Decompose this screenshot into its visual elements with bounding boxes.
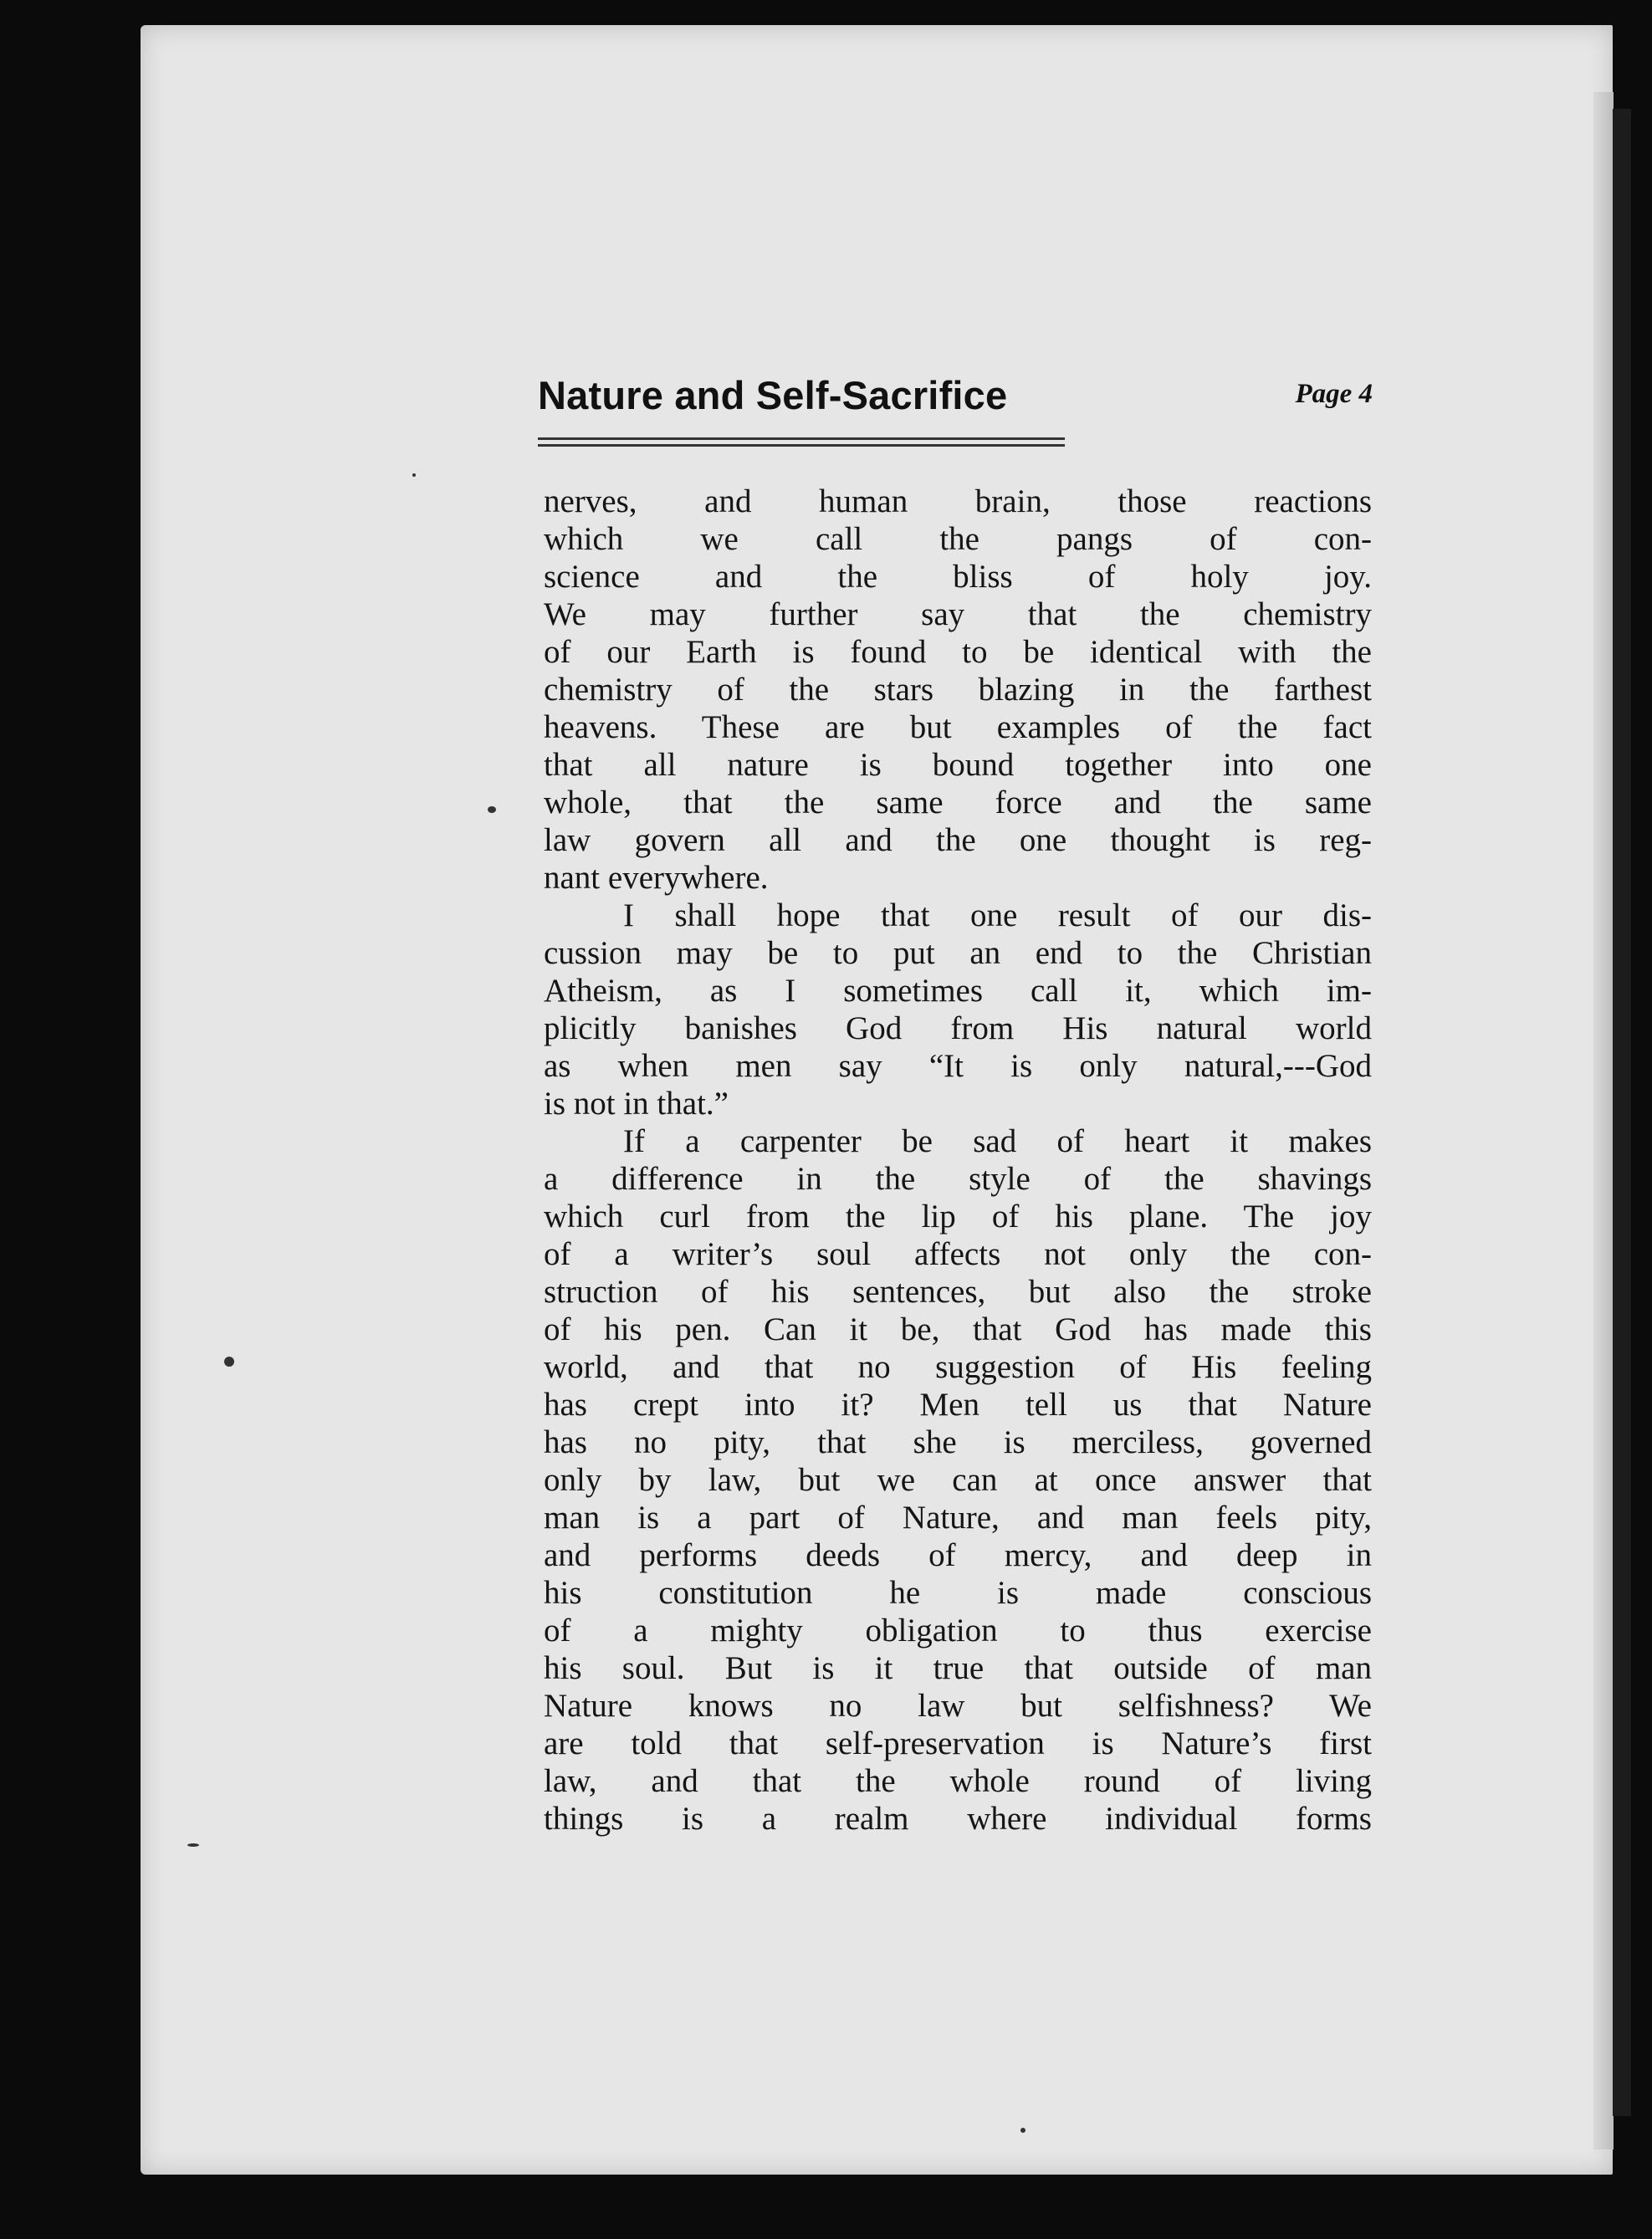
text-line: a difference in the style of the shavings — [544, 1161, 1372, 1197]
text-line: man is a part of Nature, and man feels pity, — [544, 1500, 1372, 1536]
text-line: heavens. These are but examples of the fact — [544, 709, 1372, 745]
text-line: of a writer’s soul affects not only the con- — [544, 1236, 1372, 1272]
scan-speck — [412, 473, 416, 477]
text-line: of his pen. Can it be, that God has made this — [544, 1311, 1372, 1347]
text-line: If a carpenter be sad of heart it makes — [623, 1123, 1372, 1159]
text-line: chemistry of the stars blazing in the farthest — [544, 672, 1372, 708]
scan-speck — [1020, 2128, 1025, 2133]
text-line: struction of his sentences, but also the stroke — [544, 1274, 1372, 1310]
text-line: which curl from the lip of his plane. The joy — [544, 1199, 1372, 1235]
scan-speck — [224, 1357, 234, 1367]
text-line: his soul. But is it true that outside of man — [544, 1650, 1372, 1686]
text-line: We may further say that the chemistry — [544, 596, 1372, 632]
text-line: law govern all and the one thought is reg- — [544, 822, 1372, 858]
header-rule-top — [538, 437, 1065, 440]
body-text — [544, 483, 1372, 1838]
text-line: Atheism, as I sometimes call it, which im- — [544, 973, 1372, 1009]
text-line: plicitly banishes God from His natural world — [544, 1010, 1372, 1046]
text-line: has crept into it? Men tell us that Nature — [544, 1387, 1372, 1423]
text-line: only by law, but we can at once answer that — [544, 1462, 1372, 1498]
header-rule-bottom — [538, 444, 1065, 447]
text-line: law, and that the whole round of living — [544, 1763, 1372, 1799]
text-line: world, and that no suggestion of His feeling — [544, 1349, 1372, 1385]
page-number: Page 4 — [1295, 379, 1373, 409]
text-line: which we call the pangs of con- — [544, 521, 1372, 557]
running-title: Nature and Self-Sacrifice — [538, 373, 1008, 417]
text-line: has no pity, that she is merciless, governed — [544, 1424, 1372, 1460]
text-line: Nature knows no law but selfishness? We — [544, 1688, 1372, 1724]
page-edge-highlight — [1593, 92, 1614, 2150]
text-line: of our Earth is found to be identical with the — [544, 634, 1372, 670]
text-line: his constitution he is made conscious — [544, 1575, 1372, 1611]
scan-speck — [488, 806, 496, 813]
text-line: nant everywhere. — [544, 860, 769, 896]
book-binding-edge — [1613, 109, 1631, 2116]
text-line: is not in that.” — [544, 1086, 729, 1122]
text-line: science and the bliss of holy joy. — [544, 559, 1372, 595]
text-line: of a mighty obligation to thus exercise — [544, 1613, 1372, 1649]
text-line: and performs deeds of mercy, and deep in — [544, 1537, 1372, 1573]
text-line: are told that self-preservation is Nature’s first — [544, 1725, 1372, 1761]
text-line: whole, that the same force and the same — [544, 785, 1372, 820]
text-line: as when men say “It is only natural,---God — [544, 1048, 1372, 1084]
text-line: things is a realm where individual forms — [544, 1801, 1372, 1837]
text-line: cussion may be to put an end to the Christian — [544, 935, 1372, 971]
page-header — [538, 372, 1381, 431]
scan-speck — [187, 1843, 199, 1847]
text-line: nerves, and human brain, those reactions — [544, 483, 1372, 519]
text-line: I shall hope that one result of our dis- — [623, 897, 1372, 933]
text-line: that all nature is bound together into one — [544, 747, 1372, 783]
